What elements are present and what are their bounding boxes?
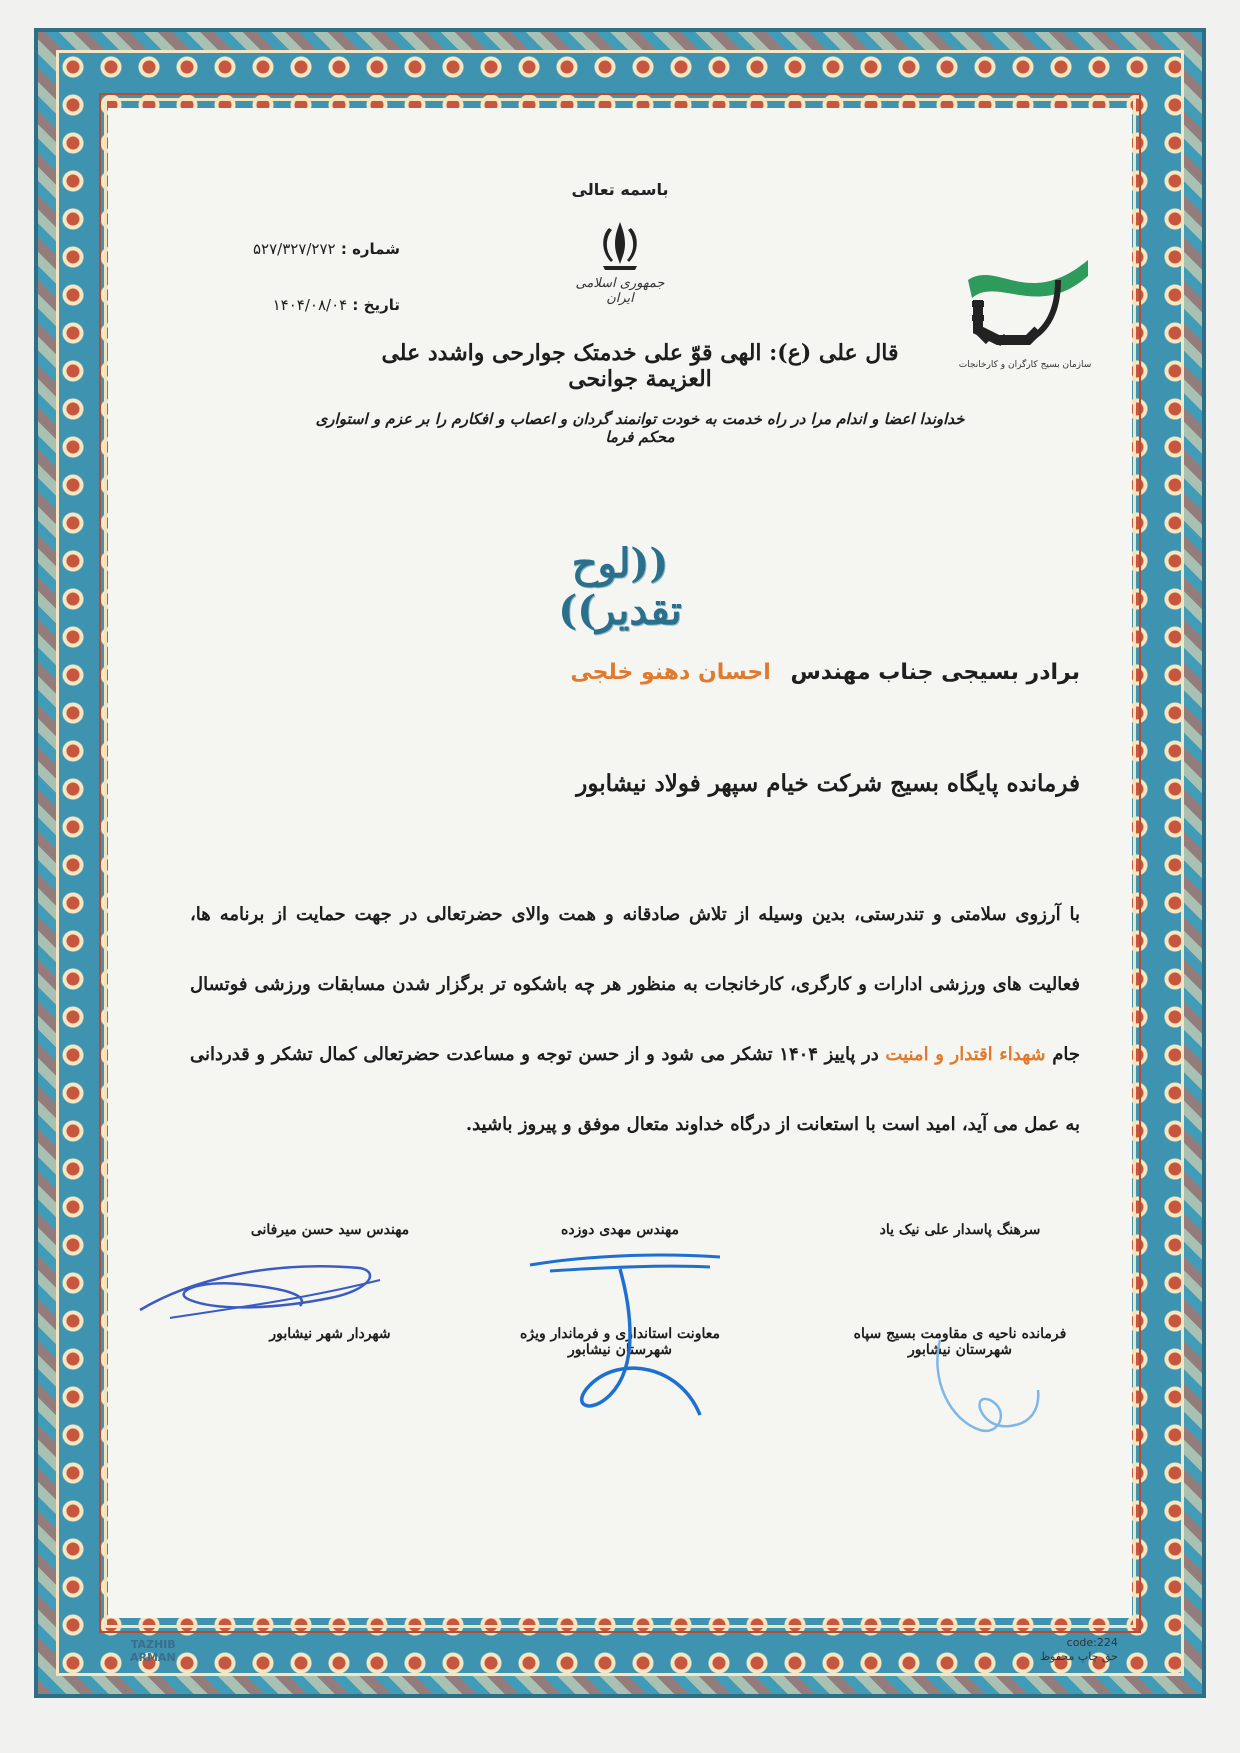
basij-workers-logo-icon: [958, 240, 1098, 350]
signature-right-mark: [920, 1330, 1060, 1450]
body-highlight: شهداء اقتدار و امنیت: [885, 1044, 1046, 1065]
body-part-2: در پاییز ۱۴۰۴ تشکر می شود و از حسن توجه و مساعدت حضرتعالی کمال تشکر و قدردانی به عمل می آید، امید است با استعانت از درگاه خداوند متعال موفق و پیروز باشید.: [190, 1044, 1080, 1135]
bismillah-heading: باسمه تعالی: [571, 180, 669, 199]
hadith-quote: قال علی (ع): الهی قوّ علی خدمتک جوارحی واشدد علی العزیمة جوانحی: [381, 340, 899, 392]
iran-emblem-icon: [595, 218, 645, 272]
print-code: code:224: [1066, 1636, 1118, 1649]
signature-middle-mark: [510, 1245, 740, 1425]
copyright-note: حق چاپ محفوظ: [1040, 1650, 1118, 1663]
recipient-line: [420, 660, 1080, 685]
number-label: شماره :: [340, 240, 400, 258]
number-value: ۵۲۷/۳۲۷/۲۷۲: [252, 240, 336, 258]
signer-name-middle: مهندس مهدی دوزده: [561, 1222, 679, 1238]
brand-top: TAZHIB: [130, 1638, 176, 1651]
prayer-line: خداوندا اعضا و اندام مرا در راه خدمت به خودت توانمند گردان و اعصاب و افکارم را بر عزم و استواری محکم فرما: [315, 410, 965, 446]
footer-brand: [130, 1638, 176, 1664]
recipient-name: احسان دهنو خلجی: [570, 660, 771, 685]
appreciation-body: [190, 880, 1080, 1160]
footer-code: [1040, 1636, 1118, 1664]
signer-role-middle: معاونت استانداری و فرماندار ویژه شهرستان نیشابور: [520, 1326, 720, 1358]
certificate-title: ((لوح تقدیر)): [558, 540, 682, 634]
signer-name-right: سرهنگ پاسدار علی نیک یاد: [879, 1222, 1041, 1238]
signature-left-mark: [130, 1250, 390, 1330]
recipient-position: فرمانده پایگاه بسیج شرکت خیام سپهر فولاد نیشابور: [576, 770, 1080, 797]
letter-number: [200, 240, 400, 258]
signer-role-right: فرمانده ناحیه ی مقاومت بسیج سپاه شهرستان نیشابور: [853, 1326, 1067, 1358]
signer-name-left: مهندس سید حسن میرفانی: [250, 1222, 410, 1238]
body-part-1: با آرزوی سلامتی و تندرستی، بدین وسیله از تلاش صادقانه و همت والای حضرتعالی در جهت حمایت از برنامه ها، فعالیت های ورزشی ادارات و کارگری، کارخانجات به منظور هر چه باشکوه تر برگزار شدن مسابقات ورزشی فوتسال جام: [190, 904, 1080, 1065]
date-label: تاریخ :: [352, 296, 400, 314]
signer-role-left: شهردار شهر نیشابور: [269, 1326, 391, 1342]
brand-bottom: ARMAN: [130, 1651, 176, 1664]
emblem-caption: جمهوری اسلامی ایران: [575, 276, 665, 306]
date-value: ۱۴۰۴/۰۸/۰۴: [272, 296, 348, 314]
org-caption: سازمان بسیج کارگران و کارخانجات: [958, 360, 1092, 370]
recipient-prefix: برادر بسیجی جناب مهندس: [790, 660, 1080, 685]
letter-date: [200, 296, 400, 314]
